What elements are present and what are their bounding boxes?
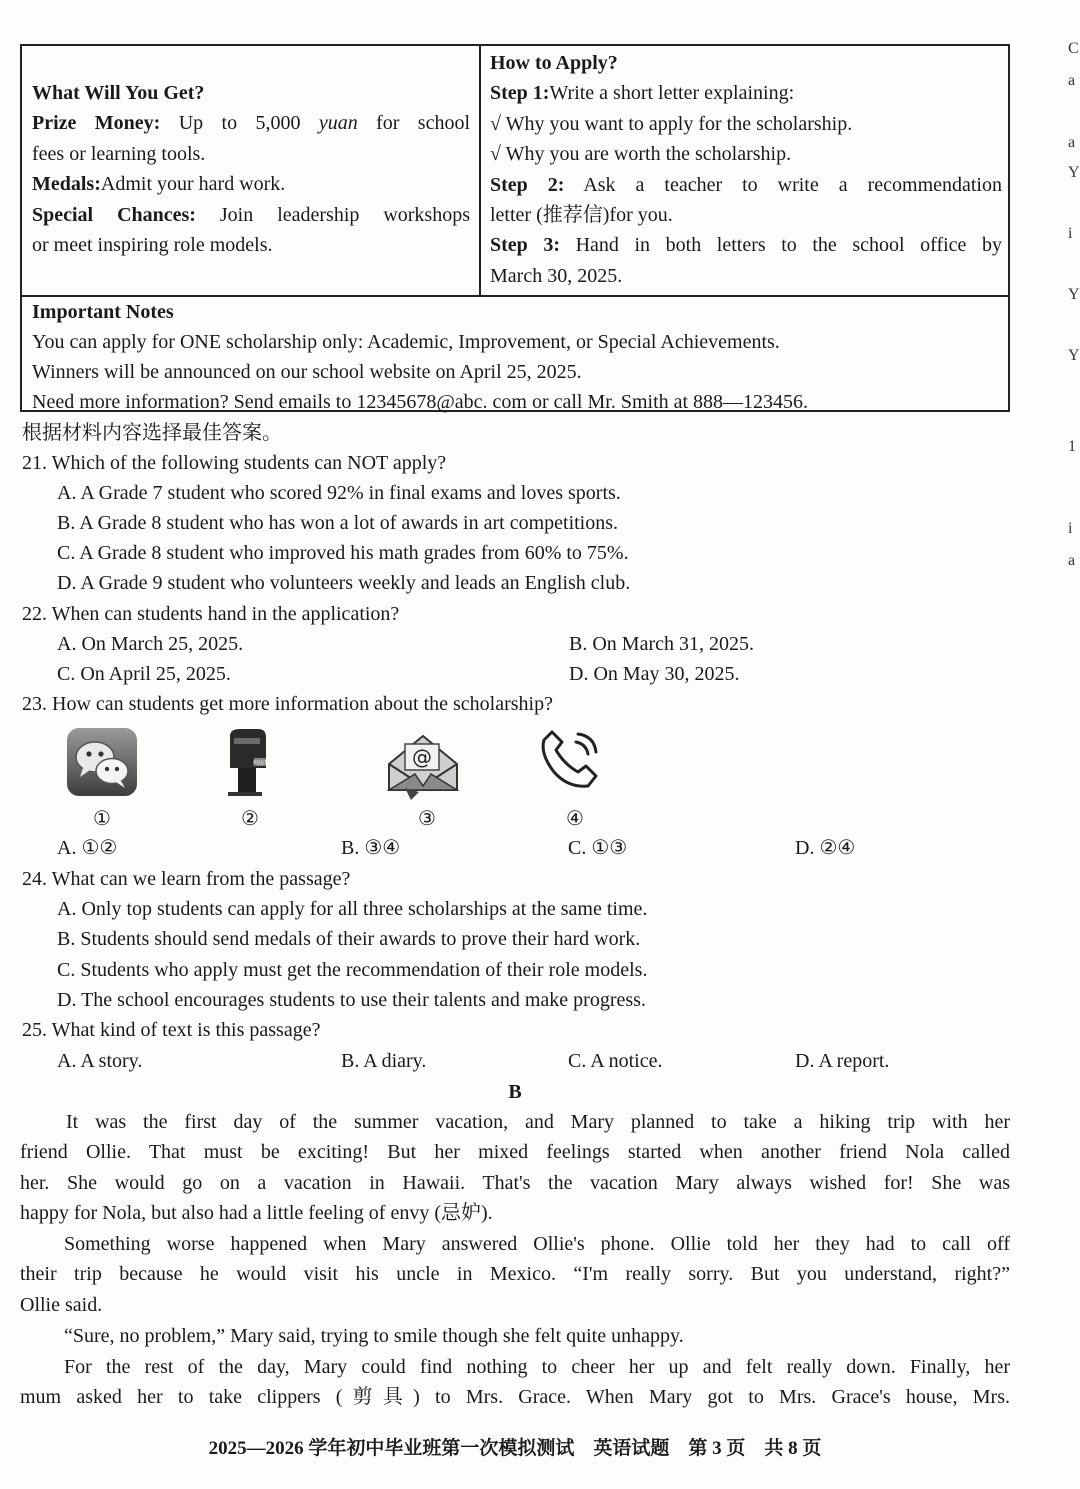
passage-line: For the rest of the day, Mary could find nothing to cheer her up and felt really down. Finally, her [64,1356,1010,1378]
phone-icon [538,728,606,792]
note-2: Winners will be announced on our school website on April 25, 2025. [32,361,582,383]
scholarship-info-table [20,44,1010,412]
passage-line: their trip because he would visit his uncle in Mexico. “I'm really sorry. But you understand, right?” [20,1263,1010,1286]
q23-option-c: C. ①③ [568,837,628,859]
step-3-line: Step 3: Hand in both letters to the school office by [490,234,1002,257]
icon-mark-2: ② [241,808,259,830]
q25-option-d: D. A report. [795,1050,890,1072]
check-item-2: √ Why you are worth the scholarship. [490,143,792,166]
q22-stem: 22. When can students hand in the application? [22,603,400,625]
edge-glyph: a [1068,134,1076,151]
q21-option-b: B. A Grade 8 student who has won a lot of awards in art competitions. [57,512,619,534]
special-chances-line-2: or meet inspiring role models. [32,234,273,257]
passage-paragraph-3 [20,1321,1010,1351]
q22-option-b: B. On March 31, 2025. [569,633,754,655]
wechat-icon [66,727,138,797]
prize-money-line-2: fees or learning tools. [32,142,206,165]
passage-line: “Sure, no problem,” Mary said, trying to smile though she felt quite unhappy. [64,1325,684,1347]
icon-mark-3: ③ [418,808,436,830]
edge-glyph: 1 [1068,438,1076,455]
edge-glyph: a [1068,552,1076,569]
step-2-line-2: letter (推荐信)for you. [490,204,673,227]
q21-stem: 21. Which of the following students can NOT apply? [22,452,447,474]
svg-text:@: @ [412,745,432,769]
q24-option-d: D. The school encourages students to use their talents and make progress. [57,989,646,1011]
passage-line: It was the first day of the summer vacation, and Mary planned to take a hiking trip with her [66,1111,1010,1133]
special-chances-line: Special Chances: Join leadership workshops [32,203,470,226]
step-3-line-2: March 30, 2025. [490,264,623,287]
instruction-text: 根据材料内容选择最佳答案。 [22,422,282,444]
q24-option-c: C. Students who apply must get the recommendation of their role models. [57,959,648,981]
q25-option-b: B. A diary. [341,1050,427,1072]
edge-glyph: C [1068,40,1079,57]
how-to-apply-heading: How to Apply? [490,52,618,74]
q23-option-b: B. ③④ [341,837,401,859]
q22-option-c: C. On April 25, 2025. [57,663,231,685]
q24-stem: 24. What can we learn from the passage? [22,868,351,890]
q23-option-d: D. ②④ [795,837,856,859]
passage-paragraph-2 [20,1229,1010,1320]
table-divider-vertical [479,46,481,295]
q24-option-b: B. Students should send medals of their awards to prove their hard work. [57,928,641,950]
note-3: Need more information? Send emails to 12345678@abc. com or call Mr. Smith at 888—123456. [32,391,809,413]
q24-option-a: A. Only top students can apply for all three scholarships at the same time. [57,898,648,920]
q21-option-a: A. A Grade 7 student who scored 92% in final exams and loves sports. [57,482,621,504]
edge-glyph: i [1068,225,1073,242]
passage-paragraph-1 [20,1107,1010,1229]
important-notes-cell [32,297,997,417]
page-footer: 2025—2026 学年初中毕业班第一次模拟测试 英语试题 第 3 页 共 8 页 [208,1438,822,1459]
section-b-heading: B [508,1081,522,1103]
q22-option-d: D. On May 30, 2025. [569,663,740,685]
passage-paragraph-4 [20,1352,1010,1413]
edge-glyph: a [1068,72,1076,89]
passage-line: friend Ollie. That must be exciting! But her mixed feelings started when another friend Nola called [20,1141,1010,1164]
mailbox-icon [224,728,270,796]
q23-stem: 23. How can students get more information about the scholarship? [22,693,553,715]
svg-text:POST: POST [253,760,267,767]
q21-option-c: C. A Grade 8 student who improved his math grades from 60% to 75%. [57,542,629,564]
edge-glyph: i [1068,520,1073,537]
how-to-apply-cell [490,48,1002,291]
passage-line: happy for Nola, but also had a little feeling of envy (忌妒). [20,1202,493,1225]
icon-mark-4: ④ [566,808,584,830]
email-icon [385,730,461,800]
q21-option-d: D. A Grade 9 student who volunteers weekly and leads an English club. [57,572,631,594]
medals-line: Medals:Admit your hard work. [32,173,286,196]
q25-option-c: C. A notice. [568,1050,663,1072]
edge-glyph: Y [1068,164,1080,181]
what-you-get-cell [32,78,470,260]
step-2-line: Step 2: Ask a teacher to write a recommendation [490,173,1002,196]
passage-line: Ollie said. [20,1293,103,1316]
prize-money-line: Prize Money: Up to 5,000 yuan for school [32,112,471,135]
q23-option-a: A. ①② [57,837,118,859]
what-you-get-heading: What Will You Get? [32,82,205,104]
q25-stem: 25. What kind of text is this passage? [22,1019,321,1041]
passage-line: her. She would go on a vacation in Hawaii. That's the vacation Mary always wished for! She was [20,1171,1010,1194]
note-1: You can apply for ONE scholarship only: Academic, Improvement, or Special Achievements. [32,331,780,353]
passage-line: Something worse happened when Mary answered Ollie's phone. Ollie told her they had to call off [64,1233,1010,1255]
passage-line: mum asked her to take clippers (剪具) to Mrs. Grace. When Mary got to Mrs. Grace's house, Mrs. [20,1386,1010,1409]
step-1-line: Step 1:Write a short letter explaining: [490,82,795,105]
icon-mark-1: ① [93,808,111,830]
edge-glyph: Y [1068,347,1080,364]
check-item-1: √ Why you want to apply for the scholarship. [490,112,853,135]
q22-option-a: A. On March 25, 2025. [57,633,244,655]
q25-option-a: A. A story. [57,1050,143,1072]
edge-glyph: Y [1068,286,1080,303]
important-notes-heading: Important Notes [32,301,174,323]
